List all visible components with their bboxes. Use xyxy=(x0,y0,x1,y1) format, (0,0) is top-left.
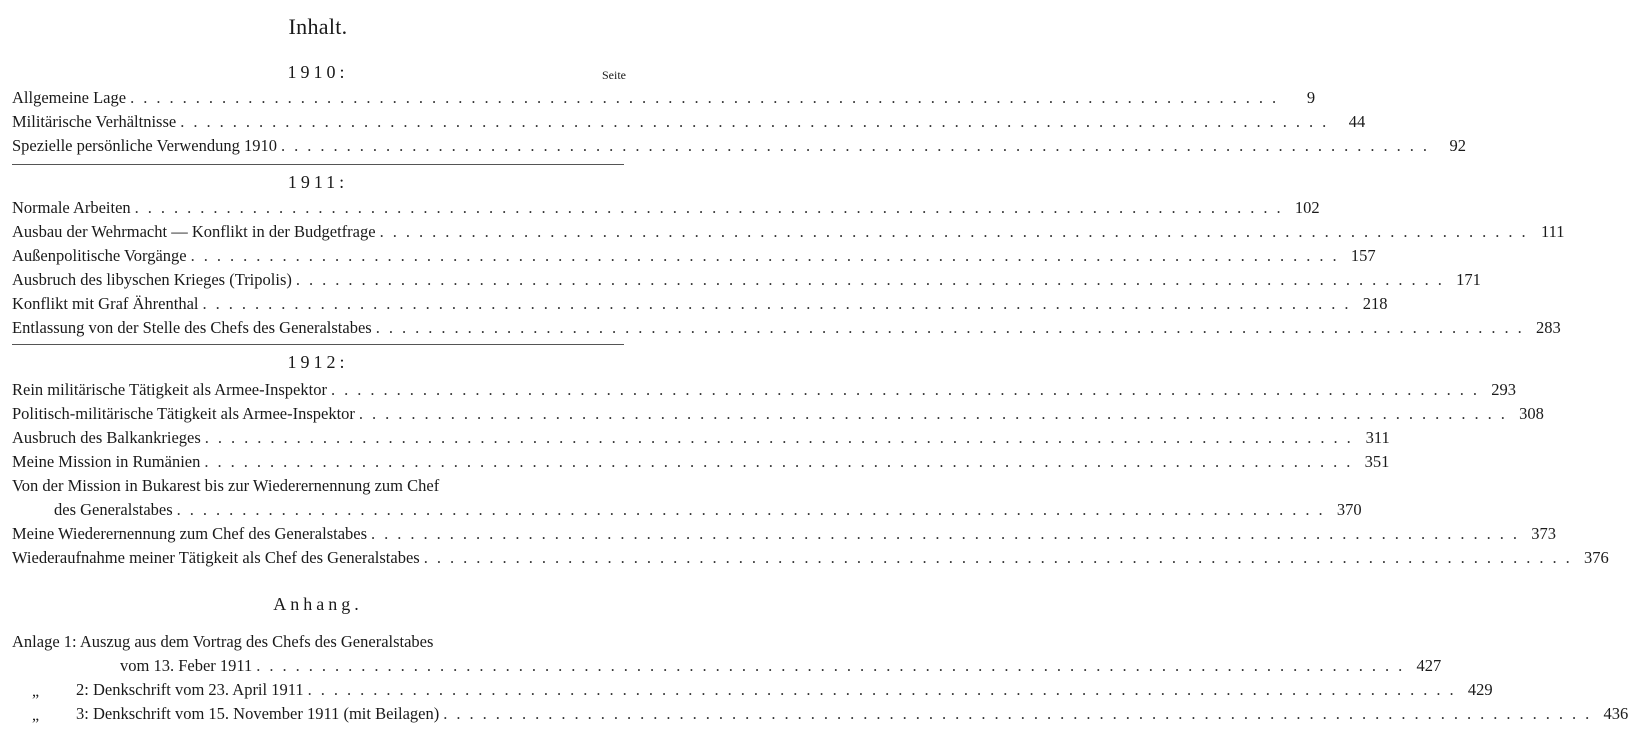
section-year-1912: 1912: xyxy=(287,352,349,372)
toc-entry-text: Außenpolitische Vorgänge xyxy=(12,246,187,265)
toc-entry xyxy=(12,86,1316,110)
leader-dots: ........................................................................................ xyxy=(176,500,1332,519)
leader-dots: ........................................................................................ xyxy=(190,246,1346,265)
toc-entry-text: Spezielle persönliche Verwendung 1910 xyxy=(12,136,277,155)
toc-entry-page: 311 xyxy=(1365,428,1390,447)
toc-entry-text: Meine Mission in Rumänien xyxy=(12,452,201,471)
toc-entry-page: 157 xyxy=(1350,246,1376,265)
toc-entry xyxy=(12,244,1376,268)
toc-entry xyxy=(12,498,1362,522)
toc-entry xyxy=(76,702,1628,726)
toc-entry xyxy=(12,402,1544,426)
leader-dots: ........................................................................................ xyxy=(256,656,1412,675)
toc-entry-text: Allgemeine Lage xyxy=(12,88,127,107)
section-year-1911: 1911: xyxy=(287,172,349,192)
toc-entry-continuation: vom 13. Feber 1911 xyxy=(120,656,253,675)
leader-dots: ........................................................................................ xyxy=(204,428,1360,447)
toc-entry-page: 92 xyxy=(1449,136,1466,155)
toc-entry xyxy=(12,546,1609,570)
toc-entry-page: 218 xyxy=(1362,294,1388,313)
leader-dots: ........................................................................................ xyxy=(379,222,1535,241)
toc-entry-continuation: des Generalstabes xyxy=(54,500,173,519)
toc-entry-text: 2: Denkschrift vom 23. April 1911 xyxy=(76,680,304,699)
toc-entry xyxy=(12,268,1481,292)
toc-entry xyxy=(76,678,1493,702)
page-title: Inhalt. xyxy=(288,14,348,39)
toc-entry xyxy=(12,134,1466,158)
toc-entry-text: Rein militärische Tätigkeit als Armee-Inspektor xyxy=(12,380,327,399)
leader-dots: ........................................................................................ xyxy=(204,452,1360,471)
toc-entry-text: Ausbau der Wehrmacht — Konflikt in der Budgetfrage xyxy=(12,222,376,241)
toc-entry xyxy=(12,110,1366,134)
toc-entry xyxy=(12,654,1442,678)
page-column-label: Seite xyxy=(602,68,626,82)
toc-entry-text: Militärische Verhältnisse xyxy=(12,112,177,131)
leader-dots: ........................................................................................ xyxy=(443,704,1599,723)
leader-dots: ........................................................................................ xyxy=(202,294,1358,313)
leader-dots: ........................................................................................ xyxy=(375,318,1531,337)
toc-entry-page: 436 xyxy=(1603,704,1628,723)
toc-entry xyxy=(12,426,1390,450)
toc-entry-text: Normale Arbeiten xyxy=(12,198,131,217)
leader-dots: ........................................................................................ xyxy=(358,404,1514,423)
toc-entry xyxy=(12,196,1320,220)
toc-entry xyxy=(12,522,1557,546)
toc-entry-page: 283 xyxy=(1535,318,1561,337)
toc-entry xyxy=(12,292,1388,316)
section-divider xyxy=(12,164,624,165)
ditto-mark: „ xyxy=(32,683,40,700)
leader-dots: ........................................................................................ xyxy=(130,88,1286,107)
toc-entry-text: 3: Denkschrift vom 15. November 1911 (mit Beilagen) xyxy=(76,704,440,723)
toc-entry-text: Konflikt mit Graf Ährenthal xyxy=(12,294,199,313)
toc-entry-page: 370 xyxy=(1336,500,1362,519)
toc-entry-page: 9 xyxy=(1306,88,1316,107)
leader-dots: ........................................................................................ xyxy=(295,270,1451,289)
toc-entry-page: 429 xyxy=(1467,680,1493,699)
section-year-1910: 1910: xyxy=(287,62,349,82)
toc-entry-text: Entlassung von der Stelle des Chefs des Generalstabes xyxy=(12,318,372,337)
leader-dots: ........................................................................................ xyxy=(307,680,1463,699)
toc-entry-page: 44 xyxy=(1348,112,1366,131)
toc-entry-page: 351 xyxy=(1364,452,1390,471)
leader-dots: ........................................................................................ xyxy=(330,380,1486,399)
section-divider xyxy=(12,344,624,345)
leader-dots: ........................................................................................ xyxy=(371,524,1527,543)
toc-entry-page: 293 xyxy=(1491,380,1516,399)
toc-entry-text: Von der Mission in Bukarest bis zur Wiederernennung zum Chef xyxy=(12,476,440,495)
toc-entry xyxy=(12,378,1516,402)
toc-entry-page: 171 xyxy=(1456,270,1481,289)
toc-entry-text: Politisch-militärische Tätigkeit als Armee-Inspektor xyxy=(12,404,355,423)
toc-entry-text: Ausbruch des Balkankrieges xyxy=(12,428,201,447)
leader-dots: ........................................................................................ xyxy=(423,548,1579,567)
toc-entry-page: 111 xyxy=(1541,222,1565,241)
toc-entry-text: Ausbruch des libyschen Krieges (Tripolis) xyxy=(12,270,292,289)
toc-entry xyxy=(12,220,1565,244)
toc-entry-page: 102 xyxy=(1294,198,1320,217)
toc-entry-text: Meine Wiederernennung zum Chef des Generalstabes xyxy=(12,524,368,543)
toc-entry xyxy=(12,450,1390,474)
toc-entry-page: 373 xyxy=(1531,524,1557,543)
appendix-heading: Anhang. xyxy=(273,594,363,614)
toc-entry xyxy=(12,316,1561,340)
toc-entry-page: 376 xyxy=(1583,548,1609,567)
leader-dots: ........................................................................................ xyxy=(281,136,1436,155)
toc-entry-page: 427 xyxy=(1416,656,1442,675)
leader-dots: ........................................................................................ xyxy=(180,112,1336,131)
toc-entry-text: Wiederaufnahme meiner Tätigkeit als Chef des Generalstabes xyxy=(12,548,420,567)
toc-entry-text: Anlage 1: Auszug aus dem Vortrag des Chefs des Generalstabes xyxy=(12,632,434,651)
toc-entry-page: 308 xyxy=(1519,404,1544,423)
ditto-mark: „ xyxy=(32,707,40,724)
leader-dots: ........................................................................................ xyxy=(134,198,1290,217)
